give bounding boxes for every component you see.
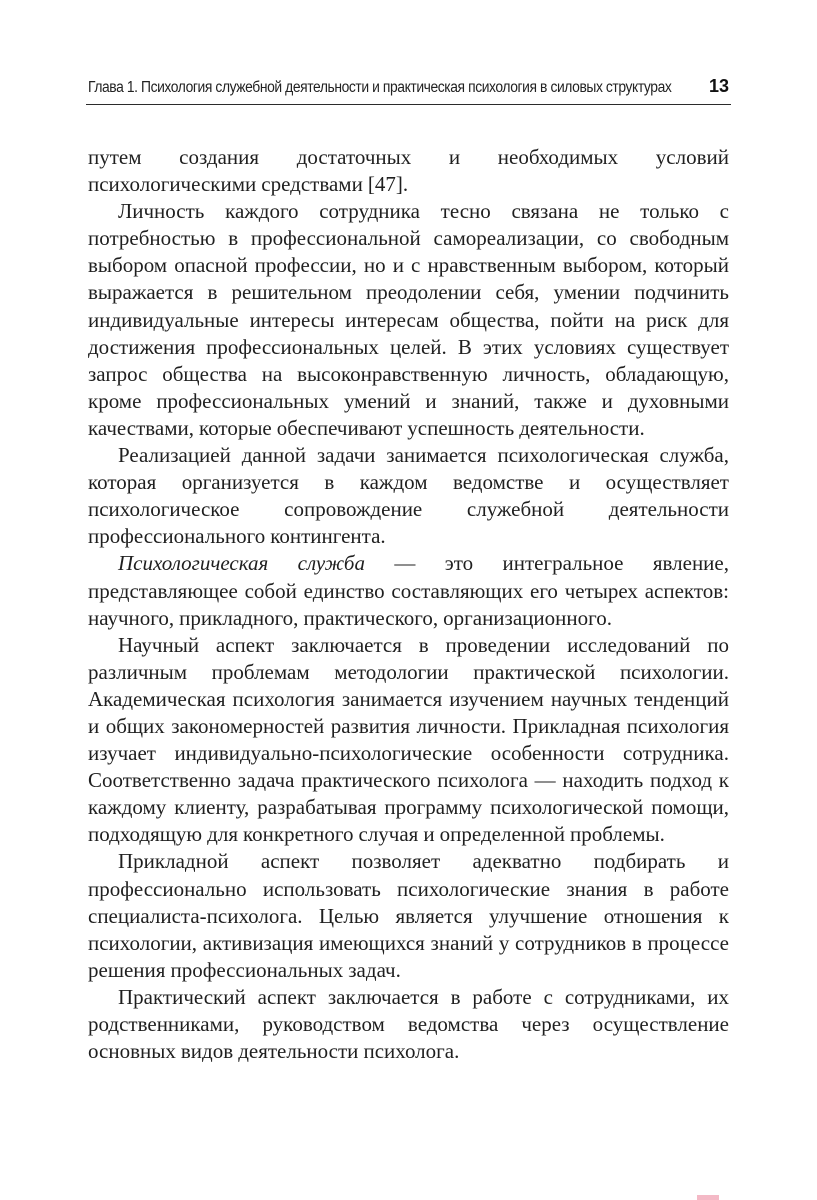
paragraph-personality: Личность каждого сотрудника тесно связана не только с потребностью в профессиональной самореализации, со свободным выбором опасной профессии, но и с нравственным выбором, который выражается в решительном преодолении себя, умении подчинить индивидуальные интересы интересам общества, пойти на риск для достижения профессиональных целей. В этих условиях существует запрос общества на высоконравственную личность, обладающую, кроме профессиональных умений и знаний, также и духовными качествами, которые обеспечивают успешность деятельности. (88, 199, 729, 440)
running-title: Глава 1. Психология служебной деятельности и практическая психология в силовых структурах (88, 79, 672, 96)
paragraph-applied-aspect: Прикладной аспект позволяет адекватно подбирать и профессионально использовать психологические знания в работе специалиста-психолога. Целью является улучшение отношения к психологии, активизация имеющихся знаний у сотрудников в процессе решения профессиональных задач. (88, 849, 729, 982)
defined-term: Психологическая служба (118, 551, 365, 576)
paragraph-practical-aspect: Практический аспект заключается в работе с сотрудниками, их родственниками, руководством ведомства через осуществление основных видов деятельности психолога. (88, 984, 729, 1064)
definition-text: — это интегральное явление, представляющее собой единство составляющих его четырех аспектов: научного, прикладного, практического, организационного. (88, 551, 729, 630)
corner-color-mark (697, 1195, 719, 1200)
paragraph-definition (88, 550, 729, 631)
paragraph-psych-service-task: Реализацией данной задачи занимается психологическая служба, которая организуется в каждом ведомстве и осуществляет психологическое сопровождение служебной деятельности профессионального контингента. (88, 443, 729, 549)
paragraph-continuation: путем создания достаточных и необходимых условий психологическими средствами [47]. (88, 145, 729, 197)
page-number: 13 (708, 76, 729, 96)
body-text (88, 144, 729, 1065)
paragraph-scientific-aspect: Научный аспект заключается в проведении исследований по различным проблемам методологии практической психологии. Академическая психология занимается изучением научных тенденций и общих закономерностей развития личности. Прикладная психология изучает индивидуально-психологические особенности сотрудника. Соответственно задача практического психолога — находить подход к каждому клиенту, разрабатывая программу психологической помощи, подходящую для конкретного случая и определенной проблемы. (88, 632, 729, 847)
page-header (86, 74, 731, 105)
